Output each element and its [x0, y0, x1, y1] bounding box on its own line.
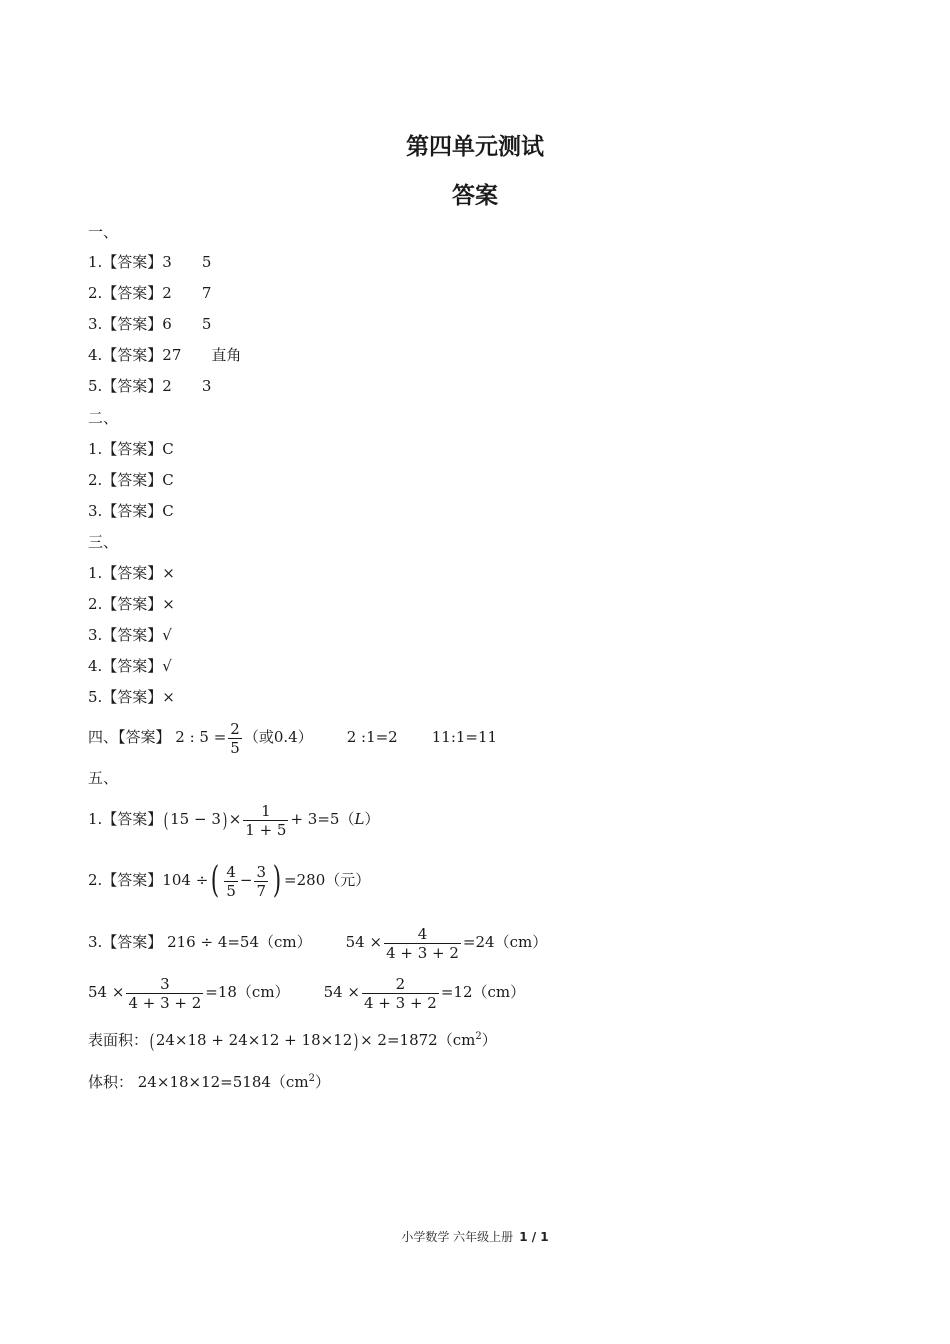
- ratio-text: 四、【答案】 2 : 5 =: [88, 728, 227, 746]
- answer-2-1: 1.【答案】C: [88, 440, 174, 458]
- fraction-1: [224, 863, 238, 900]
- close-paren: ）: [481, 1031, 497, 1049]
- answer-1-4: [88, 345, 241, 365]
- section-3-heading: 三、: [88, 533, 119, 551]
- section-5-heading: 五、: [88, 769, 119, 787]
- page-number: 1 / 1: [519, 1230, 549, 1244]
- page-title: 第四单元测试: [406, 134, 544, 160]
- answer-text: 1.【答案】3: [88, 253, 172, 271]
- expression-prefix: 54 ×: [323, 983, 360, 1001]
- fraction-denominator: 4 + 3 + 2: [386, 943, 459, 962]
- fraction-numerator: 4: [226, 862, 236, 881]
- close-paren: ）: [314, 1073, 330, 1091]
- volume-label: 体积：: [88, 1073, 134, 1091]
- right-paren: ): [222, 808, 228, 832]
- answer-text-b: 7: [201, 284, 212, 302]
- fraction: [362, 975, 439, 1012]
- volume-expression: 24×18×12=5184（cm: [133, 1073, 309, 1091]
- answer-2-2: 2.【答案】C: [88, 471, 174, 489]
- footer-text: 小学数学 六年级上册: [401, 1230, 514, 1244]
- times-sign: ×: [228, 810, 242, 828]
- answer-3-2: 2.【答案】×: [88, 595, 175, 613]
- answer-5-1: [88, 798, 379, 840]
- expression-result: =18（cm）: [205, 983, 290, 1001]
- answer-1-2: [88, 283, 211, 303]
- answer-text: 3.【答案】6: [88, 315, 172, 333]
- fraction-denominator: 5: [226, 881, 236, 900]
- surface-area-label: 表面积：: [88, 1031, 149, 1049]
- exponent: 2: [308, 1073, 315, 1084]
- fraction-numerator: 4: [417, 924, 428, 943]
- answer-text-b: 5: [201, 315, 212, 333]
- fraction-denominator: 5: [230, 738, 240, 757]
- answer-text-b: 直角: [211, 346, 242, 364]
- answer-text-b: 3: [201, 377, 212, 395]
- answer-text-b: 5: [201, 253, 212, 271]
- right-paren: ): [272, 860, 282, 901]
- unit: L: [354, 810, 365, 828]
- page-subtitle: 答案: [452, 183, 498, 209]
- fraction-2: [254, 863, 268, 900]
- answer-3-4: 4.【答案】√: [88, 657, 172, 675]
- ratio-note: （或0.4）: [243, 728, 313, 746]
- left-paren: (: [211, 860, 220, 901]
- answer-4: [88, 716, 497, 758]
- answer-text: 5.【答案】2: [88, 377, 172, 395]
- section-1-heading: 一、: [88, 223, 119, 241]
- fraction: [243, 802, 288, 839]
- fraction: [126, 975, 203, 1012]
- surface-area-result: × 2=1872（cm: [360, 1031, 476, 1049]
- ratio-b: 2 :1=2: [346, 728, 398, 746]
- expression-prefix: 54 ×: [345, 933, 383, 951]
- answer-3-1: 1.【答案】×: [88, 564, 175, 582]
- fraction-numerator: 2: [395, 974, 406, 993]
- fraction: [228, 720, 242, 757]
- surface-area-expression: 24×18 + 24×12 + 18×12: [155, 1031, 353, 1049]
- section-2-heading: 二、: [88, 409, 119, 427]
- answer-label: 1.【答案】: [88, 810, 163, 828]
- surface-area-line: [88, 1030, 497, 1051]
- fraction-numerator: 2: [230, 719, 240, 738]
- left-paren: (: [163, 808, 169, 832]
- answer-1-5: [88, 376, 211, 396]
- right-paren: ): [353, 1029, 359, 1053]
- expression-result: + 3=5（: [290, 810, 355, 828]
- answer-1-1: [88, 252, 211, 272]
- page-footer: [0, 1228, 950, 1245]
- answer-5-3: [88, 921, 547, 963]
- minus-sign: −: [239, 871, 253, 889]
- close-paren: ）: [364, 810, 380, 828]
- fraction-denominator: 1 + 5: [245, 820, 287, 839]
- answer-text: 4.【答案】27: [88, 346, 182, 364]
- fraction-numerator: 3: [160, 974, 170, 993]
- ratio-c: 11:1=11: [431, 728, 498, 746]
- expression-result: =24（cm）: [462, 933, 548, 951]
- expression-prefix: 54 ×: [88, 983, 125, 1001]
- expression-result: =280（元）: [284, 871, 371, 889]
- fraction-denominator: 7: [256, 881, 266, 900]
- left-paren: (: [149, 1029, 155, 1053]
- volume-line: [88, 1072, 330, 1092]
- fraction-denominator: 4 + 3 + 2: [128, 993, 202, 1012]
- fraction-numerator: 1: [261, 801, 271, 820]
- fraction-denominator: 4 + 3 + 2: [364, 993, 437, 1012]
- answer-5-2: [88, 858, 370, 902]
- exponent: 2: [475, 1031, 482, 1042]
- fraction-numerator: 3: [256, 862, 266, 881]
- answer-1-3: [88, 314, 211, 334]
- answer-label: 2.【答案】104 ÷: [88, 871, 209, 889]
- answer-3-3: 3.【答案】√: [88, 626, 172, 644]
- fraction: [384, 925, 461, 962]
- answer-3-5: 5.【答案】×: [88, 688, 175, 706]
- answer-5-3-continued: [88, 971, 525, 1013]
- answer-2-3: 3.【答案】C: [88, 502, 174, 520]
- answer-text: 3.【答案】 216 ÷ 4=54（cm）: [88, 933, 312, 951]
- answer-text: 2.【答案】2: [88, 284, 172, 302]
- expression: 15 − 3: [170, 810, 221, 828]
- expression-result: =12（cm）: [440, 983, 526, 1001]
